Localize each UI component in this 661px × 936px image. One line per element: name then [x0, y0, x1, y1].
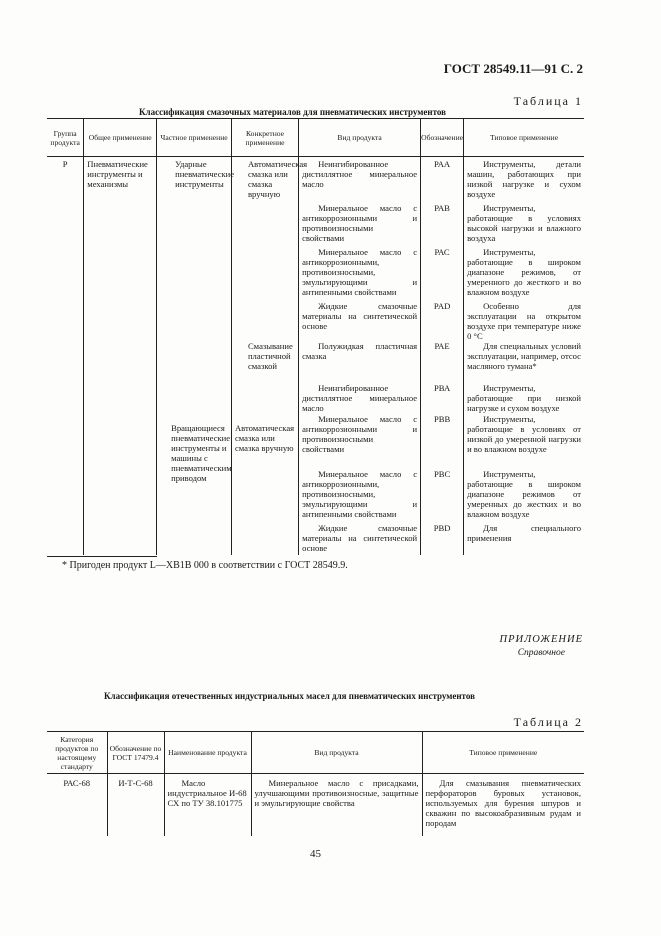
use-4: Особенно для эксплуатации на открытом воздухе при температуре ниже 0 °С [467, 301, 581, 341]
product-5: Полужидкая пластичная смазка [302, 341, 418, 361]
product-2: Минеральное масло с антикоррозионными и противоизносными свойствами [302, 203, 418, 243]
use-5: Для специальных условий эксплуатации, например, отсос масляного тумана* [467, 341, 581, 371]
use-6: Инструменты, работающие при низкой нагрузке и сухом воздухе [467, 383, 581, 413]
code-7: РВВ [433, 414, 451, 424]
use-9: Для специального применения [467, 523, 581, 543]
table2-title: Классификация отечественных индустриальных масел для пневматических инструментов [104, 691, 475, 701]
col-header: Типовое применение [464, 119, 584, 157]
category-cell: РАС-68 [63, 778, 91, 788]
product-1: Неингибированное дистиллятное минеральное масло [302, 159, 418, 189]
col-header: Наименование продукта [164, 732, 251, 774]
page-header: ГОСТ 28549.11—91 С. 2 [443, 61, 583, 76]
name-cell: Масло индустриальное И-68 СХ по ТУ 38.101775 [164, 774, 251, 836]
code-cell [421, 157, 464, 555]
code-3: РАС [434, 247, 450, 257]
product-9: Жидкие смазочные материалы на синтетической основе [302, 523, 418, 553]
use-1: Инструменты, детали машин, работающих при низкой нагрузке и сухом воздухе [467, 159, 581, 199]
code-6: РВА [433, 383, 451, 393]
use-3: Инструменты, работающие в широком диапазоне режимов, от умеренного до жесткого и во влажном воздухе [467, 247, 581, 297]
product-cell [299, 157, 421, 555]
designation-cell: И-Т-С-68 [107, 774, 164, 836]
col-header: Группа продукта [47, 119, 84, 157]
table1 [47, 118, 584, 555]
specific-cell [231, 157, 308, 555]
table-row [47, 774, 584, 836]
table1-label: Таблица 1 [513, 94, 583, 108]
code-9: PBD [433, 523, 451, 533]
col-header: Конкретное применение [231, 119, 298, 157]
footnote: * Пригоден продукт L—XB1B 000 в соответствии с ГОСТ 28549.9. [62, 560, 348, 571]
product-4: Жидкие смазочные материалы на синтетической основе [302, 301, 418, 331]
col-header: Типовое применение [422, 732, 584, 774]
specific-3: Автоматическая смазка или смазка вручную [234, 423, 295, 453]
product-3: Минеральное масло с антикоррозионными, противоизносными, эмульгирующими и антипенными свойствами [302, 247, 418, 297]
col-header: Обозначение по ГОСТ 17479.4 [107, 732, 164, 774]
group-cell: Р [62, 159, 68, 169]
col-header: Частное применение [157, 119, 232, 157]
specific-2: Смазывание пластичной смазкой [247, 341, 293, 371]
table1-title: Классификация смазочных материалов для пневматических инструментов [139, 107, 447, 117]
use-7: Инструменты, работающие в условиях от низкой до умеренной нагрузки и во влажном воздухе [467, 414, 581, 454]
page-number: 45 [310, 848, 321, 860]
use-cell: Для смазывания пневматических перфораторов буровых установок, используемых для бурения шпуров и скважин по высокоабразивным рудам и породам [422, 774, 584, 836]
use-2: Инструменты, работающие в условиях высокой нагрузки и влажного воздуха [467, 203, 581, 243]
col-header: Категория продуктов по настоящему стандарту [47, 732, 107, 774]
product-8: Минеральное масло с антикоррозионными, противоизносными, эмульгирующими и антипенными свойствами [302, 469, 418, 519]
footnote-rule [47, 556, 157, 557]
code-8: РВС [433, 469, 451, 479]
particular-2: Вращающиеся пневматические инструменты и машины с пневматическим приводом [171, 423, 232, 483]
col-header: Вид продукта [299, 119, 421, 157]
particular-cell [157, 157, 235, 555]
col-header: Обозначение [421, 119, 464, 157]
product-6: Неингибированное дистиллятное минеральное масло [302, 383, 418, 413]
table2 [47, 731, 584, 836]
appendix-title: ПРИЛОЖЕНИЕ [499, 634, 583, 645]
col-header: Вид продукта [251, 732, 422, 774]
use-cell [464, 157, 584, 555]
code-5: РАЕ [434, 341, 450, 351]
code-2: РАВ [434, 203, 450, 213]
appendix-subtitle: Справочное [517, 648, 565, 658]
code-1: РАА [434, 159, 451, 169]
use-8: Инструменты, работающие в широком диапазоне режимов от умеренных до жестких и во влажном воздухе [467, 469, 581, 519]
code-4: PAD [433, 301, 451, 311]
kind-cell: Минеральное масло с присадками, улучшающими противоизносные, защитные и эмульгирующие свойства [251, 774, 422, 836]
table2-label: Таблица 2 [513, 715, 583, 729]
col-header: Общее применение [84, 119, 157, 157]
specific-1: Автоматическая смазка или смазка вручную [247, 159, 308, 199]
particular-1: Ударные пневматические инструменты [175, 159, 235, 189]
product-7: Минеральное масло с антикоррозионными и противоизносными свойствами [302, 414, 418, 454]
general-cell: Пневматические инструменты и механизмы [84, 157, 157, 555]
